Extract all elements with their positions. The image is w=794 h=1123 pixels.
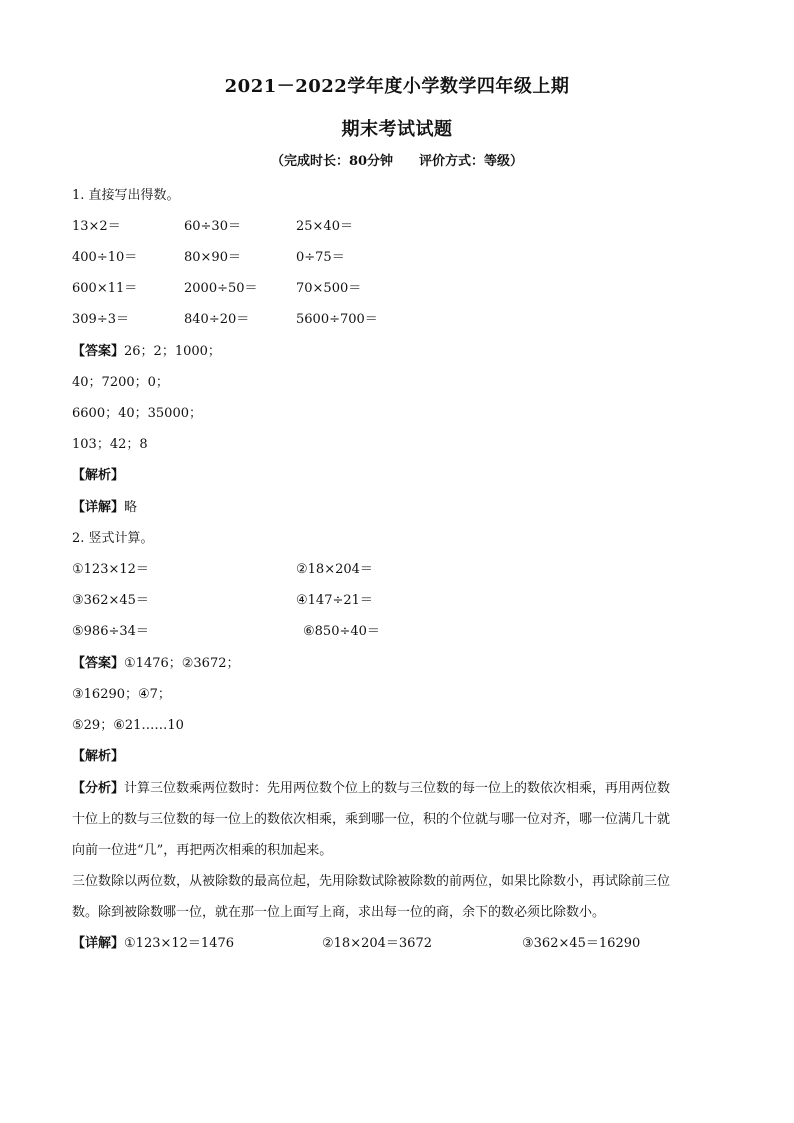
fenxi-text: 三位数除以两位数，从被除数的最高位起，先用除数试除被除数的前两位，如果比除数小，再试除前三位 bbox=[72, 874, 671, 889]
q1-item: 80×90＝ bbox=[184, 250, 241, 265]
detail-text: ③362×45＝16290 bbox=[522, 936, 641, 951]
q2-answer bbox=[72, 652, 240, 671]
fenxi-label: 【分析】 bbox=[72, 781, 125, 796]
answer-text: 103；42；8 bbox=[72, 437, 148, 452]
q2-stem: 2. 竖式计算。 bbox=[72, 531, 154, 546]
fenxi-text: 计算三位数乘两位数时：先用两位数个位上的数与三位数的每一位上的数依次相乘，再用两位数 bbox=[124, 781, 671, 796]
answer-text: 40；7200；0； bbox=[72, 375, 169, 390]
answer-label: 【答案】 bbox=[72, 656, 125, 671]
q1-item: 5600÷700＝ bbox=[296, 312, 378, 327]
q1-item: 600×11＝ bbox=[72, 281, 138, 296]
analysis-label: 【解析】 bbox=[72, 468, 125, 483]
q1-stem: 1. 直接写出得数。 bbox=[72, 188, 180, 203]
q2-item: ①123×12＝ bbox=[72, 562, 149, 577]
q1-item: 13×2＝ bbox=[72, 219, 121, 234]
q1-item: 70×500＝ bbox=[296, 281, 362, 296]
exam-duration: （完成时长：80分钟 bbox=[270, 154, 394, 169]
q1-item: 309÷3＝ bbox=[72, 312, 129, 327]
answer-label: 【答案】 bbox=[72, 344, 125, 359]
detail-label: 【详解】 bbox=[72, 500, 125, 515]
q1-item: 60÷30＝ bbox=[184, 219, 241, 234]
analysis-label: 【解析】 bbox=[72, 749, 125, 764]
q1-item: 400÷10＝ bbox=[72, 250, 138, 265]
q2-item: ③362×45＝ bbox=[72, 593, 149, 608]
q2-item: ④147÷21＝ bbox=[296, 593, 373, 608]
q2-item: ②18×204＝ bbox=[296, 562, 373, 577]
q1-detail bbox=[72, 496, 137, 515]
q1-item: 840÷20＝ bbox=[184, 312, 250, 327]
answer-text: 6600；40；35000； bbox=[72, 406, 202, 421]
answer-text: ⑤29；⑥21……10 bbox=[72, 718, 184, 733]
q1-item: 25×40＝ bbox=[296, 219, 353, 234]
q2-item: ⑥850÷40＝ bbox=[303, 624, 380, 639]
page-title: 2021－2022学年度小学数学四年级上期 bbox=[224, 76, 570, 97]
fenxi-text: 十位上的数与三位数的每一位上的数依次相乘，乘到哪一位，积的个位就与哪一位对齐，哪一位满几十就 bbox=[72, 812, 671, 827]
q1-answer bbox=[72, 340, 221, 359]
fenxi-text: 数。除到被除数哪一位，就在那一位上面写上商，求出每一位的商，余下的数必须比除数小。 bbox=[72, 905, 606, 920]
exam-info bbox=[0, 150, 794, 169]
answer-text: ③16290；④7； bbox=[72, 687, 171, 702]
detail-text: ②18×204＝3672 bbox=[322, 936, 432, 951]
fenxi-text: 向前一位进“几”，再把两次相乘的积加起来。 bbox=[72, 843, 333, 858]
q1-item: 0÷75＝ bbox=[296, 250, 345, 265]
page-subtitle: 期末考试试题 bbox=[341, 119, 453, 140]
q1-item: 2000÷50＝ bbox=[184, 281, 258, 296]
q2-item: ⑤986÷34＝ bbox=[72, 624, 149, 639]
q2-detail bbox=[72, 932, 234, 951]
answer-text: 26；2；1000； bbox=[124, 344, 221, 359]
exam-grading: 评价方式：等级） bbox=[419, 154, 524, 169]
detail-text: 略 bbox=[124, 500, 138, 515]
detail-label: 【详解】 bbox=[72, 936, 125, 951]
answer-text: ①1476；②3672； bbox=[124, 656, 240, 671]
q2-fenxi bbox=[72, 777, 670, 796]
detail-text: ①123×12＝1476 bbox=[124, 936, 235, 951]
